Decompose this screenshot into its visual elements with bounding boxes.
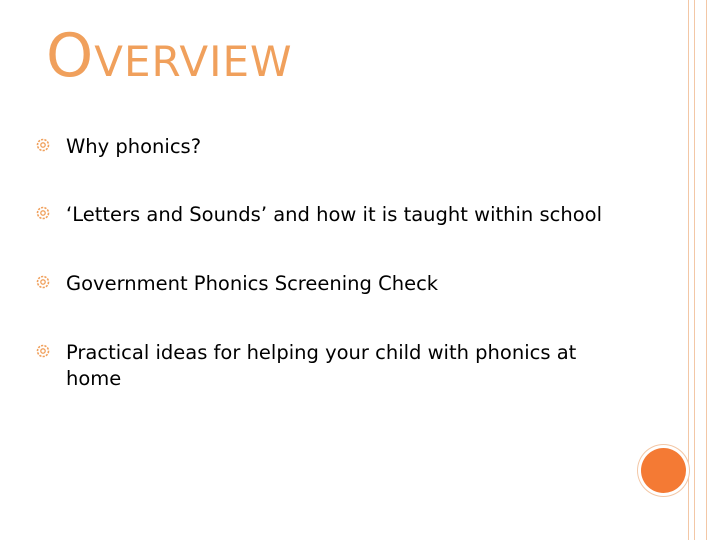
list-item (36, 134, 636, 160)
list-item (36, 340, 596, 392)
rail-line (688, 0, 689, 540)
settings-gear-icon (36, 340, 66, 362)
slide-title (46, 21, 293, 91)
settings-gear-icon (36, 271, 66, 293)
bullet-text: Practical ideas for helping your child with phonics at home (66, 341, 577, 390)
list-item (36, 202, 636, 228)
rail-line (694, 0, 695, 540)
title-rest: VERVIEW (94, 37, 293, 86)
settings-gear-icon (36, 134, 66, 156)
settings-gear-icon (36, 202, 66, 224)
bullet-text: Government Phonics Screening Check (66, 272, 439, 295)
list-item (36, 271, 636, 297)
bullet-text: Why phonics? (66, 135, 202, 158)
bullet-text: ‘Letters and Sounds’ and how it is taught within school (66, 203, 602, 226)
rail-line (706, 0, 707, 540)
title-initial: O (46, 21, 95, 91)
circle-icon (641, 448, 686, 493)
